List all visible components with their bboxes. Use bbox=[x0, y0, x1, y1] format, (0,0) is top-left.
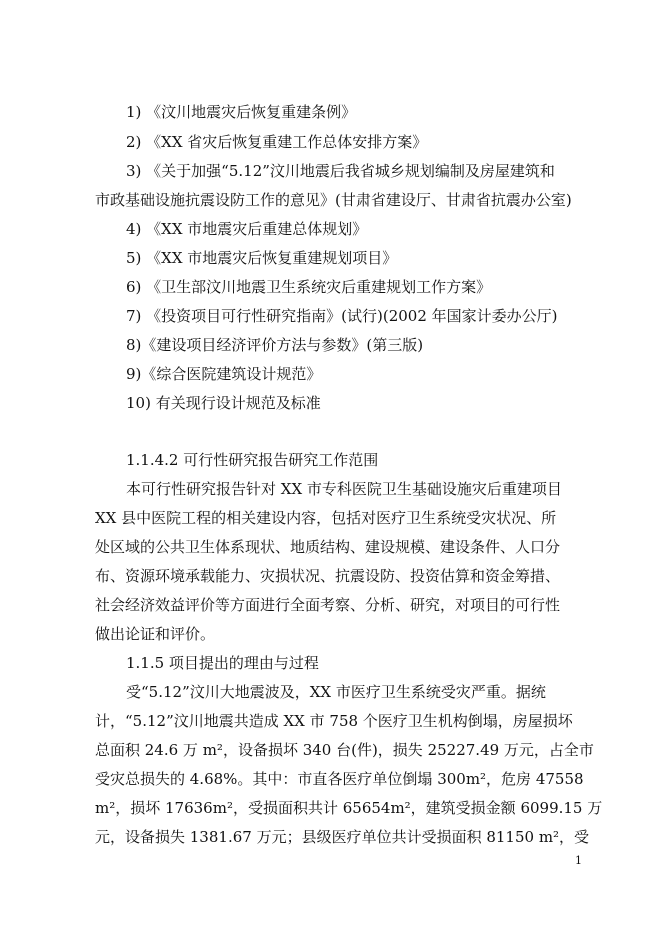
reference-item: 3) 《关于加强“5.12”汶川地震后我省城乡规划编制及房屋建筑和 bbox=[126, 162, 555, 180]
reference-item: 8)《建设项目经济评价方法与参数》(第三版) bbox=[126, 336, 424, 354]
paragraph-line: 社会经济效益评价等方面进行全面考察、分析、研究，对项目的可行性 bbox=[95, 596, 561, 614]
paragraph-line: 处区域的公共卫生体系现状、地质结构、建设规模、建设条件、人口分 bbox=[95, 538, 561, 556]
section-heading: 1.1.5 项目提出的理由与过程 bbox=[126, 654, 319, 672]
reference-item: 10) 有关现行设计规范及标准 bbox=[126, 394, 321, 412]
reference-item: 4) 《XX 市地震灾后重建总体规划》 bbox=[126, 220, 368, 238]
reference-item: 1) 《汶川地震灾后恢复重建条例》 bbox=[126, 103, 357, 121]
paragraph-line: m²，损坏 17636m²，受损面积共计 65654m²，建筑受损金额 6099.15 万 bbox=[95, 799, 603, 817]
reference-item: 5) 《XX 市地震灾后恢复重建规划项目》 bbox=[126, 249, 398, 267]
reference-item-continuation: 市政基础设施抗震设防工作的意见》(甘肃省建设厅、甘肃省抗震办公室) bbox=[95, 191, 572, 209]
reference-item: 9)《综合医院建筑设计规范》 bbox=[126, 365, 322, 383]
paragraph-line: 受灾总损失的 4.68%。其中：市直各医疗单位倒塌 300m²，危房 47558 bbox=[95, 770, 584, 788]
paragraph-line: 做出论证和评价。 bbox=[95, 625, 216, 643]
reference-item: 2) 《XX 省灾后恢复重建工作总体安排方案》 bbox=[126, 133, 428, 151]
paragraph-line: 布、资源环境承载能力、灾损状况、抗震设防、投资估算和资金筹措、 bbox=[95, 567, 561, 585]
page-number: 1 bbox=[575, 854, 582, 867]
paragraph-line: 计，“5.12”汶川地震共造成 XX 市 758 个医疗卫生机构倒塌，房屋损坏 bbox=[95, 712, 573, 730]
paragraph-line: 本可行性研究报告针对 XX 市专科医院卫生基础设施灾后重建项目 bbox=[126, 480, 562, 498]
paragraph-line: 元，设备损失 1381.67 万元；县级医疗单位共计受损面积 81150 m²，受 bbox=[95, 828, 590, 846]
paragraph-line: 受“5.12”汶川大地震波及，XX 市医疗卫生系统受灾严重。据统 bbox=[126, 683, 546, 701]
reference-item: 6) 《卫生部汶川地震卫生系统灾后重建规划工作方案》 bbox=[126, 278, 492, 296]
reference-item: 7) 《投资项目可行性研究指南》(试行)(2002 年国家计委办公厅) bbox=[126, 307, 558, 325]
section-heading: 1.1.4.2 可行性研究报告研究工作范围 bbox=[126, 451, 379, 469]
paragraph-line: 总面积 24.6 万 m²，设备损坏 340 台(件)，损失 25227.49 万元，占全市 bbox=[95, 741, 594, 759]
paragraph-line: XX 县中医院工程的相关建设内容，包括对医疗卫生系统受灾状况、所 bbox=[95, 509, 557, 527]
